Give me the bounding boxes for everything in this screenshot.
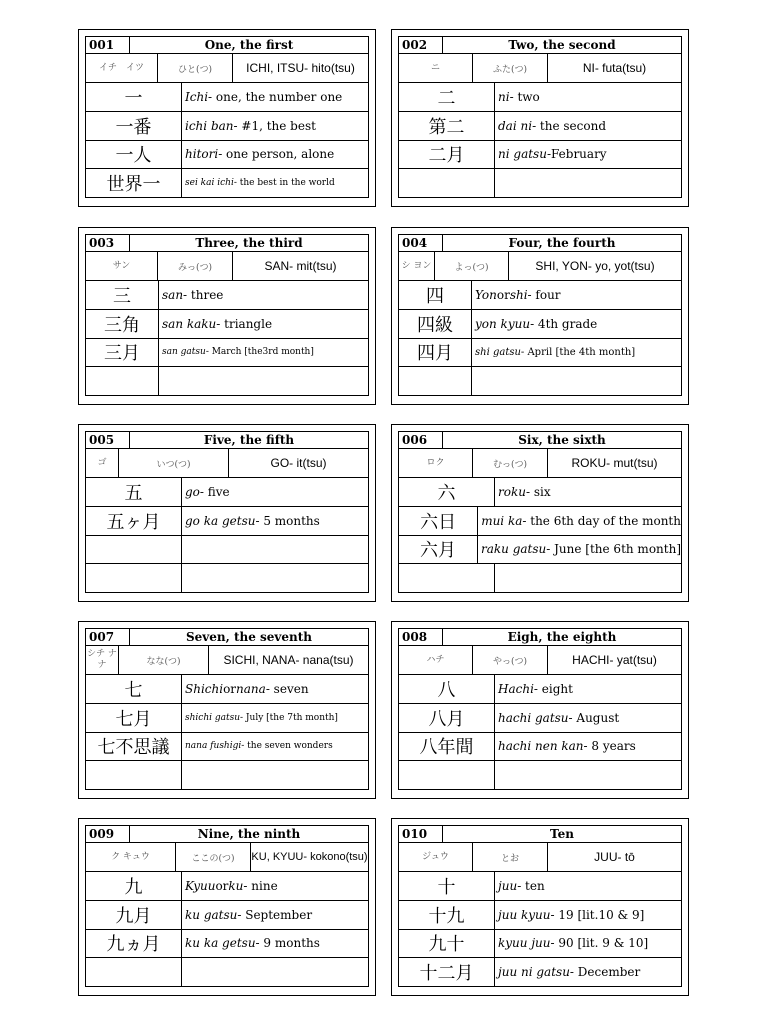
vocab-reading: Shichi <box>185 681 224 696</box>
card-header <box>399 37 681 54</box>
vocab-definition: - 5 months <box>255 513 320 528</box>
card-title: Eigh, the eighth <box>507 630 617 644</box>
vocab-reading: ku gatsu <box>185 907 238 922</box>
vocab-meaning <box>495 112 681 140</box>
vocab-definition: - the seven wonders <box>241 741 333 752</box>
vocab-reading: Ichi <box>185 89 209 104</box>
romaji-reading: ICHI, ITSU- hito(tsu) <box>246 61 355 75</box>
on-reading: シ ヨン <box>399 252 435 280</box>
vocab-row <box>86 930 368 959</box>
vocab-meaning <box>472 339 681 367</box>
vocab-kanji: 十九 <box>399 901 495 929</box>
vocab-kanji: 五ヶ月 <box>86 507 182 535</box>
readings-row <box>86 646 368 675</box>
card-number: 009 <box>86 826 130 842</box>
vocab-meaning <box>182 536 368 564</box>
vocab-meaning <box>182 141 368 169</box>
vocab-reading-alt: ku <box>228 878 244 893</box>
vocab-meaning <box>182 564 368 592</box>
kanji-card-009 <box>78 818 376 996</box>
vocab-kanji <box>86 536 182 564</box>
vocab-row <box>86 761 368 789</box>
vocab-row <box>399 141 681 170</box>
vocab-kanji <box>86 564 182 592</box>
vocab-definition: - eight <box>533 681 573 696</box>
card-table <box>85 36 369 198</box>
vocab-definition: - #1, the best <box>233 118 316 133</box>
card-number: 004 <box>399 235 443 251</box>
vocab-kanji: 三 <box>86 281 159 309</box>
romaji-reading: SHI, YON- yo, yot(tsu) <box>535 259 655 273</box>
vocab-row <box>399 675 681 704</box>
on-reading: シチ ナナ <box>86 646 119 674</box>
readings-row <box>399 54 681 83</box>
vocab-kanji: 七不思議 <box>86 733 182 761</box>
vocab-row <box>399 507 681 536</box>
kanji-card-010 <box>391 818 689 996</box>
vocab-row <box>86 733 368 762</box>
vocab-kanji: 世界一 <box>86 169 182 197</box>
vocab-row <box>399 112 681 141</box>
vocab-kanji: 七月 <box>86 704 182 732</box>
kun-reading: むっ(つ) <box>473 449 548 477</box>
vocab-row <box>399 872 681 901</box>
vocab-kanji: 三月 <box>86 339 159 367</box>
vocab-kanji: 三角 <box>86 310 159 338</box>
vocab-definition: - one person, alone <box>218 147 335 162</box>
vocab-kanji <box>399 367 472 395</box>
on-reading: サン <box>86 252 158 280</box>
vocab-meaning <box>182 112 368 140</box>
card-header <box>399 629 681 646</box>
vocab-row <box>399 478 681 507</box>
romaji-reading: GO- it(tsu) <box>270 456 327 470</box>
vocab-kanji: 八 <box>399 675 495 703</box>
vocab-reading: juu kyuu <box>498 907 551 922</box>
kanji-card-006 <box>391 424 689 602</box>
vocab-kanji <box>399 169 495 197</box>
card-table <box>398 431 682 593</box>
romaji-reading: ROKU- mut(tsu) <box>571 456 658 470</box>
vocab-kanji: 二月 <box>399 141 495 169</box>
vocab-meaning <box>182 704 368 732</box>
vocab-meaning <box>495 733 681 761</box>
vocab-meaning <box>495 169 681 197</box>
vocab-meaning <box>182 761 368 789</box>
card-table <box>398 234 682 396</box>
vocab-definition: - June [the 6th month] <box>546 542 681 557</box>
vocab-kanji: 一人 <box>86 141 182 169</box>
vocab-meaning <box>159 367 368 395</box>
vocab-kanji: 八年間 <box>399 733 495 761</box>
vocab-definition: - December <box>569 965 641 980</box>
vocab-meaning <box>495 478 681 506</box>
vocab-kanji <box>86 761 182 789</box>
vocab-reading: ni <box>498 89 510 104</box>
vocab-reading: san kaku <box>162 316 217 331</box>
kun-reading: よっ(つ) <box>435 252 509 280</box>
vocab-row <box>399 536 681 565</box>
vocab-reading: shi gatsu <box>475 346 521 358</box>
card-number: 001 <box>86 37 130 53</box>
vocab-row <box>86 507 368 536</box>
vocab-row <box>399 930 681 959</box>
card-table <box>398 825 682 987</box>
vocab-definition: - triangle <box>216 316 273 331</box>
vocab-meaning <box>495 930 681 958</box>
vocab-meaning <box>182 872 368 900</box>
vocab-reading: san <box>162 287 184 302</box>
vocab-meaning <box>495 704 681 732</box>
kanji-card-008 <box>391 621 689 799</box>
card-header <box>86 826 368 843</box>
vocab-reading: ku ka getsu <box>185 936 256 951</box>
vocab-row <box>86 958 368 986</box>
card-title: Four, the fourth <box>508 236 616 250</box>
kun-reading: ひと(つ) <box>158 54 233 82</box>
vocab-row <box>86 536 368 565</box>
vocab-reading: hitori <box>185 147 219 162</box>
vocab-meaning <box>159 281 368 309</box>
readings-row <box>86 252 368 281</box>
on-reading: ロク <box>399 449 473 477</box>
vocab-definition: - six <box>525 484 551 499</box>
vocab-row <box>399 564 681 592</box>
romaji-reading: KU, KYUU- kokono(tsu) <box>251 851 368 863</box>
vocab-row <box>86 281 368 310</box>
vocab-definition: - two <box>509 89 540 104</box>
vocab-reading: ichi ban <box>185 118 234 133</box>
vocab-kanji <box>399 564 495 592</box>
vocab-row <box>86 169 368 197</box>
vocab-kanji: 四月 <box>399 339 472 367</box>
vocab-row <box>86 564 368 592</box>
vocab-definition-alt: - nine <box>243 878 278 893</box>
vocab-meaning <box>495 675 681 703</box>
vocab-reading: yon kyuu <box>475 316 531 331</box>
vocab-kanji: 第二 <box>399 112 495 140</box>
vocab-kanji: 一 <box>86 83 182 111</box>
vocab-reading: shichi gatsu <box>185 712 241 723</box>
vocab-meaning <box>495 901 681 929</box>
readings-row <box>399 252 681 281</box>
vocab-row <box>399 83 681 112</box>
vocab-definition: - July [the 7th month] <box>240 712 338 723</box>
vocab-kanji: 九十 <box>399 930 495 958</box>
romaji-reading: SICHI, NANA- nana(tsu) <box>223 653 354 667</box>
vocab-definition: - September <box>237 907 313 922</box>
vocab-kanji: 五 <box>86 478 182 506</box>
card-title: Two, the second <box>508 38 616 52</box>
kanji-card-003 <box>78 227 376 405</box>
kun-reading: みっ(つ) <box>158 252 233 280</box>
kun-reading: ふた(つ) <box>473 54 548 82</box>
card-table <box>85 431 369 593</box>
vocab-meaning <box>495 958 681 986</box>
vocab-meaning <box>182 930 368 958</box>
vocab-meaning <box>478 507 681 535</box>
card-number: 010 <box>399 826 443 842</box>
vocab-meaning <box>495 872 681 900</box>
vocab-definition: or <box>215 878 229 893</box>
vocab-meaning <box>495 564 681 592</box>
vocab-meaning <box>182 478 368 506</box>
card-table <box>398 36 682 198</box>
vocab-meaning <box>159 310 368 338</box>
card-header <box>399 826 681 843</box>
vocab-row <box>399 367 681 395</box>
on-reading: ジュウ <box>399 843 473 871</box>
vocab-definition: - 8 years <box>583 739 636 754</box>
vocab-definition: - 9 months <box>255 936 320 951</box>
vocab-definition: - April [the 4th month] <box>520 346 636 358</box>
vocab-row <box>399 761 681 789</box>
vocab-reading: Kyuu <box>185 878 216 893</box>
vocab-kanji: 二 <box>399 83 495 111</box>
vocab-reading-alt: nana <box>236 681 266 696</box>
card-table <box>85 825 369 987</box>
card-number: 003 <box>86 235 130 251</box>
readings-row <box>86 54 368 83</box>
card-title: One, the first <box>204 38 294 52</box>
vocab-reading: Hachi <box>498 681 534 696</box>
vocab-definition: - 4th grade <box>530 316 598 331</box>
vocab-row <box>86 704 368 733</box>
card-table <box>85 234 369 396</box>
vocab-row <box>399 704 681 733</box>
card-header <box>86 37 368 54</box>
card-title: Three, the third <box>195 236 303 250</box>
vocab-kanji: 九ヵ月 <box>86 930 182 958</box>
vocab-definition-alt: - four <box>527 287 561 302</box>
vocab-row <box>86 478 368 507</box>
vocab-meaning <box>182 675 368 703</box>
readings-row <box>399 449 681 478</box>
vocab-kanji: 四 <box>399 281 472 309</box>
vocab-row <box>86 339 368 368</box>
vocab-kanji: 六日 <box>399 507 478 535</box>
vocab-meaning <box>182 507 368 535</box>
on-reading: ゴ <box>86 449 119 477</box>
romaji-reading: HACHI- yat(tsu) <box>572 653 657 667</box>
kun-reading: やっ(つ) <box>473 646 548 674</box>
vocab-row <box>399 310 681 339</box>
card-number: 005 <box>86 432 130 448</box>
vocab-meaning <box>495 83 681 111</box>
card-header <box>86 235 368 252</box>
vocab-kanji: 十 <box>399 872 495 900</box>
vocab-reading: nana fushigi <box>185 741 242 752</box>
vocab-kanji: 八月 <box>399 704 495 732</box>
card-header <box>399 235 681 252</box>
card-number: 006 <box>399 432 443 448</box>
vocab-kanji: 九 <box>86 872 182 900</box>
card-number: 002 <box>399 37 443 53</box>
card-header <box>86 432 368 449</box>
vocab-definition: - five <box>199 484 230 499</box>
vocab-meaning <box>182 83 368 111</box>
vocab-kanji <box>86 958 182 986</box>
vocab-definition: - 19 [lit.10 & 9] <box>550 907 645 922</box>
vocab-reading: roku <box>498 484 526 499</box>
vocab-reading: Yon <box>475 287 497 302</box>
vocab-row <box>86 675 368 704</box>
vocab-definition: or <box>223 681 237 696</box>
kanji-card-002 <box>391 29 689 207</box>
card-title: Seven, the seventh <box>185 630 313 644</box>
vocab-reading: san gatsu <box>162 347 206 358</box>
vocab-row <box>399 169 681 197</box>
card-table <box>85 628 369 790</box>
vocab-kanji: 六 <box>399 478 495 506</box>
readings-row <box>86 843 368 872</box>
vocab-row <box>86 141 368 170</box>
card-title: Ten <box>550 827 574 841</box>
vocab-reading: hachi gatsu <box>498 710 569 725</box>
vocab-meaning <box>495 761 681 789</box>
vocab-definition: - March [the3rd month] <box>205 347 314 358</box>
card-title: Six, the sixth <box>518 433 606 447</box>
vocab-reading: dai ni <box>498 118 533 133</box>
vocab-definition: - the best in the world <box>233 178 335 189</box>
card-header <box>399 432 681 449</box>
vocab-row <box>399 339 681 368</box>
vocab-definition: - three <box>183 287 224 302</box>
vocab-reading-alt: shi <box>509 287 528 302</box>
kanji-card-005 <box>78 424 376 602</box>
kanji-card-001 <box>78 29 376 207</box>
vocab-kanji: 一番 <box>86 112 182 140</box>
readings-row <box>399 646 681 675</box>
vocab-kanji: 四級 <box>399 310 472 338</box>
vocab-meaning <box>472 367 681 395</box>
readings-row <box>86 449 368 478</box>
vocab-definition-alt: - seven <box>265 681 309 696</box>
card-number: 008 <box>399 629 443 645</box>
vocab-row <box>86 872 368 901</box>
vocab-definition: - August <box>568 710 620 725</box>
on-reading: ハチ <box>399 646 473 674</box>
vocab-kanji <box>86 367 159 395</box>
vocab-reading: go <box>185 484 200 499</box>
vocab-meaning <box>182 733 368 761</box>
kanji-card-007 <box>78 621 376 799</box>
vocab-reading: ni gatsu <box>498 147 547 162</box>
vocab-reading: raku gatsu <box>480 542 547 557</box>
vocab-reading: kyuu juu <box>498 936 551 951</box>
vocab-definition: - the second <box>532 118 607 133</box>
vocab-kanji: 十二月 <box>399 958 495 986</box>
vocab-meaning <box>472 310 681 338</box>
vocab-reading: juu <box>498 878 518 893</box>
vocab-row <box>399 901 681 930</box>
vocab-meaning <box>478 536 681 564</box>
vocab-row <box>86 310 368 339</box>
vocab-kanji: 六月 <box>399 536 478 564</box>
vocab-definition: - 90 [lit. 9 & 10] <box>550 936 649 951</box>
vocab-meaning <box>182 958 368 986</box>
vocab-kanji: 九月 <box>86 901 182 929</box>
vocab-row <box>399 281 681 310</box>
kun-reading: ここの(つ) <box>176 843 251 871</box>
vocab-row <box>399 733 681 762</box>
kanji-card-004 <box>391 227 689 405</box>
vocab-row <box>86 83 368 112</box>
vocab-row <box>86 112 368 141</box>
kun-reading: とお <box>473 843 548 871</box>
vocab-definition: - the 6th day of the month <box>522 513 681 528</box>
vocab-reading: mui ka <box>481 513 523 528</box>
vocab-kanji: 七 <box>86 675 182 703</box>
card-number: 007 <box>86 629 130 645</box>
vocab-reading: sei kai ichi <box>185 178 234 189</box>
vocab-row <box>86 367 368 395</box>
vocab-kanji <box>399 761 495 789</box>
on-reading: ク キュウ <box>86 843 176 871</box>
vocab-reading: hachi nen kan <box>498 739 584 754</box>
kun-reading: いつ(つ) <box>119 449 229 477</box>
vocab-definition: - one, the number one <box>208 89 343 104</box>
romaji-reading: NI- futa(tsu) <box>582 61 647 75</box>
card-table <box>398 628 682 790</box>
romaji-reading: JUU- tō <box>594 850 635 864</box>
vocab-meaning <box>182 169 368 197</box>
vocab-row <box>399 958 681 986</box>
vocab-row <box>86 901 368 930</box>
on-reading: イチ イツ <box>86 54 158 82</box>
card-header <box>86 629 368 646</box>
vocab-meaning <box>472 281 681 309</box>
vocab-reading: go ka getsu <box>185 513 256 528</box>
vocab-definition: or <box>496 287 510 302</box>
vocab-meaning <box>495 141 681 169</box>
vocab-definition: -February <box>546 147 607 162</box>
vocab-meaning <box>159 339 368 367</box>
readings-row <box>399 843 681 872</box>
romaji-reading: SAN- mit(tsu) <box>264 259 337 273</box>
vocab-reading: juu ni gatsu <box>498 965 570 980</box>
card-title: Five, the fifth <box>203 433 295 447</box>
vocab-definition: - ten <box>517 878 545 893</box>
vocab-meaning <box>182 901 368 929</box>
on-reading: ニ <box>399 54 473 82</box>
kun-reading: なな(つ) <box>119 646 209 674</box>
card-title: Nine, the ninth <box>197 827 301 841</box>
